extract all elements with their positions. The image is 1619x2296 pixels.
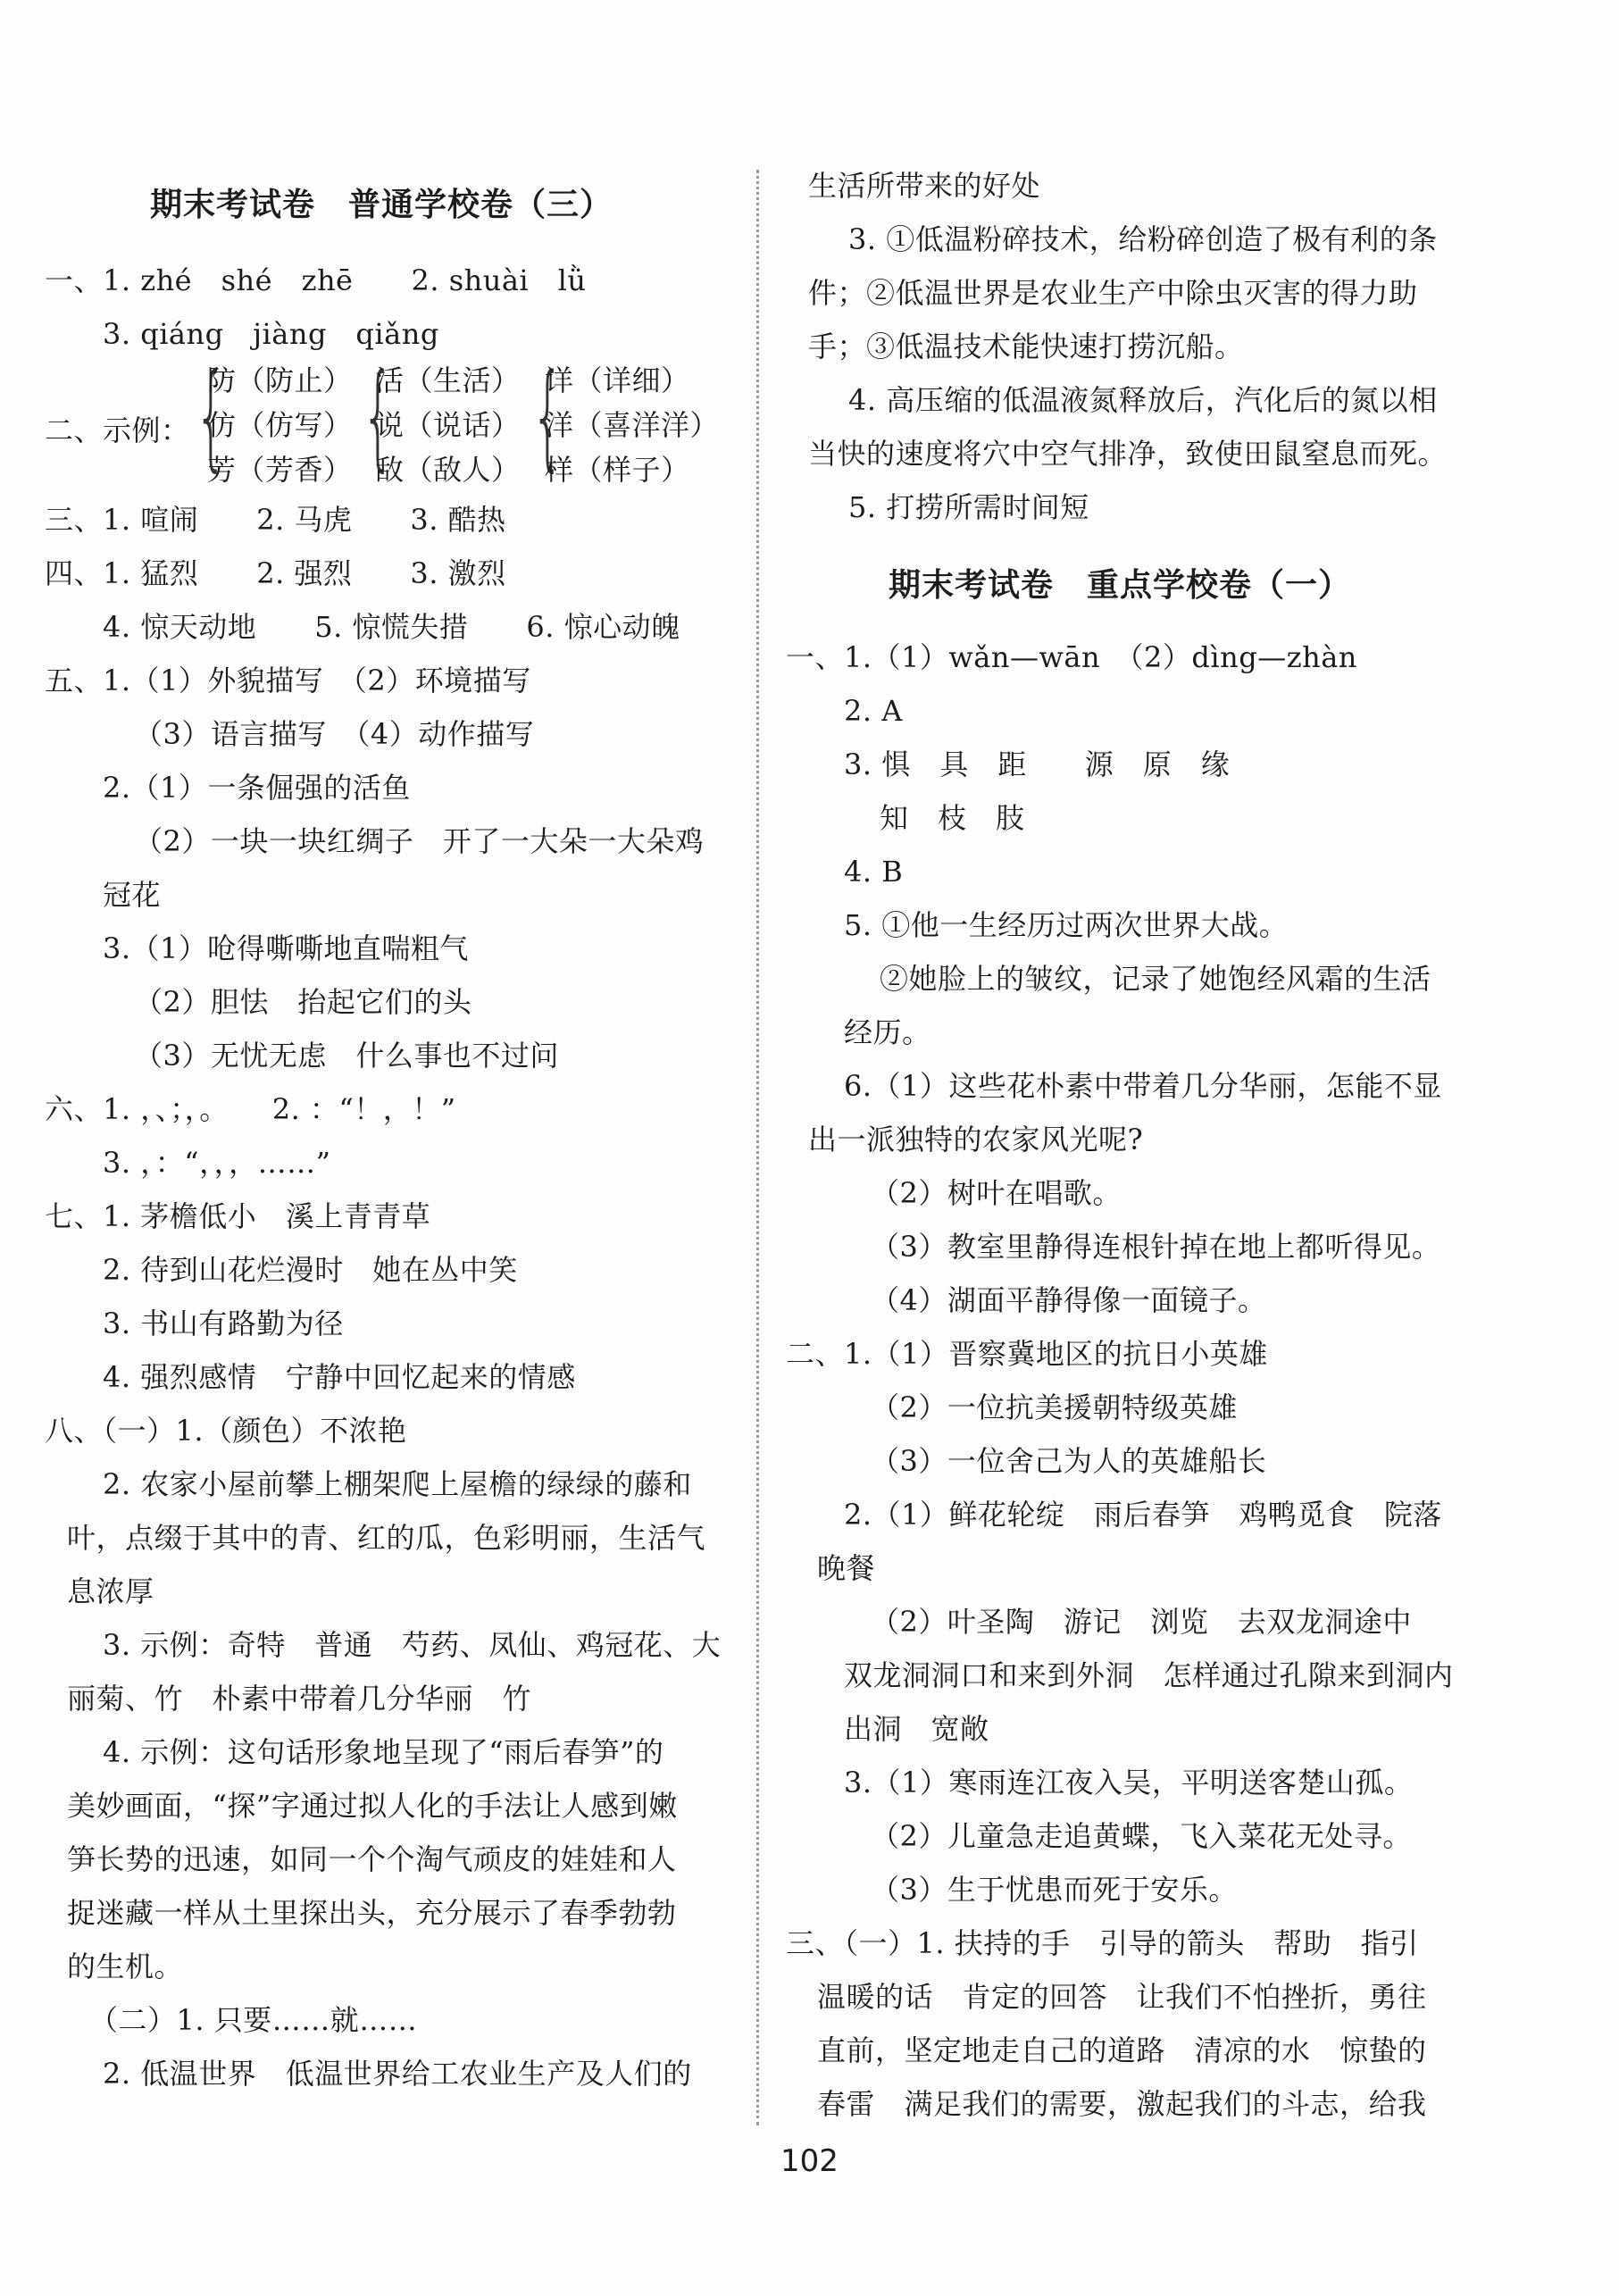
column-divider [756, 170, 759, 2125]
answer-line: （二）1. 只要……就…… [89, 2003, 418, 2037]
answer-line: （2）一位抗美援朝特级英雄 [871, 1390, 1238, 1424]
answer-line: 温暖的话 肯定的回答 让我们不怕挫折，勇往 [817, 1980, 1427, 2014]
answer-line: 3.（1）呛得嘶嘶地直喘粗气 [103, 931, 469, 965]
answer-line: 一、1.（1）wǎn—wān （2）dìng—zhàn [786, 640, 1357, 674]
char-group-item: 防（防止） [207, 363, 353, 397]
answer-line: 晚餐 [817, 1551, 876, 1585]
answer-line: 生活所带来的好处 [808, 169, 1041, 203]
answer-line: 5. 打捞所需时间短 [848, 490, 1089, 524]
answer-line: 八、（一）1.（颜色）不浓艳 [45, 1414, 407, 1448]
answer-line: 3.（1）寒雨连江夜入吴，平明送客楚山孤。 [844, 1766, 1414, 1799]
char-group-item: 芳（芳香） [207, 453, 353, 487]
answer-line: 4. 高压缩的低温液氮释放后，汽化后的氮以相 [848, 383, 1438, 417]
answer-line: 直前，坚定地走自己的道路 清凉的水 惊蛰的 [817, 2033, 1427, 2067]
answer-line: 5. ①他一生经历过两次世界大战。 [844, 908, 1289, 942]
answer-line: （2）儿童急走追黄蝶，飞入菜花无处寻。 [871, 1819, 1412, 1853]
answer-line: 出洞 宽敞 [844, 1712, 989, 1746]
answer-line: 美妙画面，“探”字通过拟人化的手法让人感到嫩 [67, 1789, 678, 1823]
char-group-item: 洋（喜洋洋） [545, 408, 720, 442]
answer-line: 二、示例： [45, 413, 190, 447]
answer-line: 息浓厚 [67, 1574, 154, 1608]
answer-line: 出一派独特的农家风光呢? [808, 1123, 1144, 1156]
answer-line: 丽菊、竹 朴素中带着几分华丽 竹 [67, 1682, 532, 1716]
answer-line: 件；②低温世界是农业生产中除虫灭害的得力助 [808, 276, 1418, 310]
answer-line: （3）教室里静得连根针掉在地上都听得见。 [871, 1230, 1441, 1264]
char-group-item: 活（生活） [375, 363, 521, 397]
answer-line: 双龙洞洞口和来到外洞 怎样通过孔隙来到洞内 [844, 1658, 1454, 1692]
answer-line: 2.（1）鲜花轮绽 雨后春笋 鸡鸭觅食 院落 [844, 1498, 1442, 1532]
answer-line: 叶，点缀于其中的青、红的瓜，色彩明丽，生活气 [67, 1521, 706, 1555]
answer-line: 知 枝 肢 [880, 801, 1025, 835]
answer-line: 春雷 满足我们的需要，激起我们的斗志，给我 [817, 2087, 1427, 2121]
answer-line: 笋长势的迅速，如同一个个淘气顽皮的娃娃和人 [67, 1842, 677, 1876]
char-group-item: 样（样子） [545, 453, 690, 487]
answer-line: 一、1. zhé shé zhē 2. shuài lǜ [45, 263, 587, 297]
answer-line: 冠花 [103, 878, 162, 912]
answer-line: ②她脸上的皱纹，记录了她饱经风霜的生活 [880, 962, 1431, 996]
answer-line: （2）胆怯 抬起它们的头 [134, 985, 472, 1019]
answer-line: （3）无忧无虑 什么事也不过问 [134, 1039, 559, 1073]
answer-line: 3. qiáng jiàng qiǎng [103, 317, 439, 351]
char-group-item: 说（说话） [375, 408, 521, 442]
answer-line: 3. 示例：奇特 普通 芍药、凤仙、鸡冠花、大 [103, 1628, 722, 1662]
brace-left-2: { [362, 350, 395, 483]
char-group-item: 敌（敌人） [375, 453, 521, 487]
page-number: 102 [780, 2143, 839, 2179]
brace-left-3: { [531, 350, 564, 483]
answer-line: 2. A [844, 694, 903, 728]
char-group-item: 仿（仿写） [207, 408, 353, 442]
answer-line: 4. 惊天动地 5. 惊慌失措 6. 惊心动魄 [103, 610, 680, 644]
answer-line: （3）一位舍己为人的英雄船长 [871, 1444, 1267, 1478]
answer-line: 经历。 [844, 1015, 931, 1049]
answer-line: 的生机。 [67, 1950, 184, 1983]
answer-line: （4）湖面平静得像一面镜子。 [871, 1283, 1267, 1317]
answer-line: 3. ，：“，，，……” [103, 1146, 331, 1180]
answer-line: 三、1. 喧闹 2. 马虎 3. 酷热 [45, 503, 506, 537]
char-group-item: 详（详细） [545, 363, 690, 397]
answer-line: 3. 书山有路勤为径 [103, 1307, 344, 1340]
answer-line: 4. 强烈感情 宁静中回忆起来的情感 [103, 1360, 576, 1394]
answer-line: 当快的速度将穴中空气排净，致使田鼠窒息而死。 [808, 437, 1448, 471]
answer-line: 六、1. ，、；，。 2. ：“！，！” [45, 1092, 456, 1126]
answer-line: 3. ①低温粉碎技术，给粉碎创造了极有利的条 [848, 222, 1438, 256]
answer-line: 2. 待到山花烂漫时 她在丛中笑 [103, 1253, 518, 1287]
answer-line: 4. 示例：这句话形象地呈现了“雨后春笋”的 [103, 1735, 664, 1769]
answer-line: 2. 低温世界 低温世界给工农业生产及人们的 [103, 2057, 692, 2091]
answer-line: 3. 惧 具 距 源 原 缘 [844, 747, 1231, 781]
answer-line: 五、1.（1）外貌描写 （2）环境描写 [45, 664, 531, 697]
answer-line: （2）叶圣陶 游记 浏览 去双龙洞途中 [871, 1605, 1412, 1639]
answer-line: 2. 农家小屋前攀上棚架爬上屋檐的绿绿的藤和 [103, 1467, 692, 1501]
answer-line: 2.（1）一条倔强的活鱼 [103, 771, 411, 805]
answer-line: 三、（一）1. 扶持的手 引导的箭头 帮助 指引 [786, 1926, 1419, 1960]
section-title-key-school-1: 期末考试卷 重点学校卷（一） [889, 567, 1352, 604]
section-title-ordinary-school-3: 期末考试卷 普通学校卷（三） [150, 187, 613, 223]
answer-line: 二、1.（1）晋察冀地区的抗日小英雄 [786, 1337, 1268, 1371]
answer-line: 捉迷藏一样从土里探出头，充分展示了春季勃勃 [67, 1896, 677, 1930]
answer-line: （3）生于忧患而死于安乐。 [871, 1873, 1238, 1907]
answer-line: （2）一块一块红绸子 开了一大朵一大朵鸡 [134, 824, 705, 858]
answer-line: 四、1. 猛烈 2. 强烈 3. 激烈 [45, 556, 506, 590]
answer-line: （2）树叶在唱歌。 [871, 1176, 1122, 1210]
brace-left-1: { [195, 350, 228, 483]
answer-line: 手；③低温技术能快速打捞沉船。 [808, 330, 1244, 363]
answer-line: （3）语言描写 （4）动作描写 [134, 717, 535, 751]
answer-line: 七、1. 茅檐低小 溪上青青草 [45, 1199, 431, 1233]
answer-line: 4. B [844, 855, 904, 889]
answer-line: 6.（1）这些花朴素中带着几分华丽，怎能不显 [844, 1069, 1442, 1103]
